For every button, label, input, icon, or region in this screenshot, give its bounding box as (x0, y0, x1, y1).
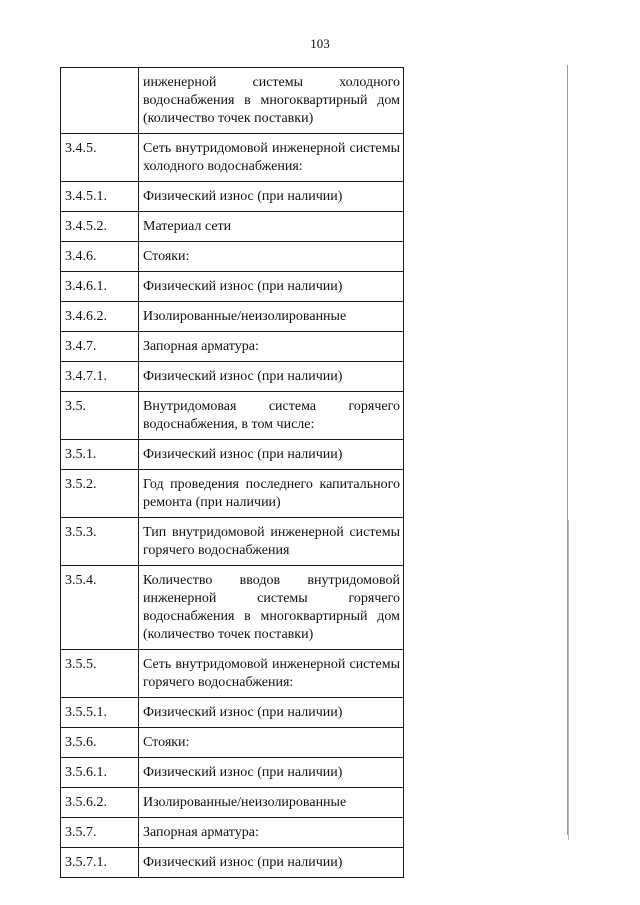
table-row (61, 212, 404, 242)
item-text: инженерной системы холодного водоснабжения в многоквартирный дом (количество точек поставки) (139, 68, 404, 134)
page-number: 103 (310, 36, 330, 51)
table-row (61, 566, 404, 650)
item-text: Физический износ (при наличии) (139, 362, 404, 392)
item-text: Физический износ (при наличии) (139, 440, 404, 470)
item-text: Физический износ (при наличии) (139, 272, 404, 302)
item-text: Запорная арматура: (139, 332, 404, 362)
item-number: 3.4.5. (61, 134, 139, 182)
item-number: 3.5.5. (61, 650, 139, 698)
table-row (61, 182, 404, 212)
table-row (61, 68, 404, 134)
item-text: Сеть внутридомовой инженерной системы горячего водоснабжения: (139, 650, 404, 698)
item-number: 3.5.1. (61, 440, 139, 470)
table-row (61, 848, 404, 878)
table-row (61, 242, 404, 272)
table-row (61, 362, 404, 392)
item-number: 3.5.4. (61, 566, 139, 650)
item-number: 3.4.6.1. (61, 272, 139, 302)
item-number: 3.5.6.1. (61, 758, 139, 788)
item-text: Изолированные/неизолированные (139, 302, 404, 332)
table-row (61, 698, 404, 728)
item-number: 3.4.6.2. (61, 302, 139, 332)
table-row (61, 788, 404, 818)
table-row (61, 818, 404, 848)
item-text: Запорная арматура: (139, 818, 404, 848)
item-number: 3.5.6. (61, 728, 139, 758)
item-number: 3.4.5.2. (61, 212, 139, 242)
item-text: Сеть внутридомовой инженерной системы холодного водоснабжения: (139, 134, 404, 182)
table-row (61, 470, 404, 518)
item-text: Изолированные/неизолированные (139, 788, 404, 818)
scan-edge-line-lower (568, 520, 569, 840)
item-text: Стояки: (139, 728, 404, 758)
item-text: Количество вводов внутридомовой инженерной системы горячего водоснабжения в многоквартирный дом (количество точек поставки) (139, 566, 404, 650)
item-text: Внутридомовая система горячего водоснабжения, в том числе: (139, 392, 404, 440)
table-row (61, 728, 404, 758)
item-number: 3.4.6. (61, 242, 139, 272)
table-row (61, 134, 404, 182)
item-number: 3.4.5.1. (61, 182, 139, 212)
item-number: 3.4.7.1. (61, 362, 139, 392)
table-row (61, 440, 404, 470)
table-row (61, 302, 404, 332)
table-row (61, 392, 404, 440)
item-text: Год проведения последнего капитального ремонта (при наличии) (139, 470, 404, 518)
table-row (61, 758, 404, 788)
item-number: 3.5. (61, 392, 139, 440)
item-text: Материал сети (139, 212, 404, 242)
item-text: Физический износ (при наличии) (139, 758, 404, 788)
table-row (61, 332, 404, 362)
item-text: Физический износ (при наличии) (139, 182, 404, 212)
item-number: 3.5.3. (61, 518, 139, 566)
item-number (61, 68, 139, 134)
table-row (61, 518, 404, 566)
item-text: Тип внутридомовой инженерной системы горячего водоснабжения (139, 518, 404, 566)
item-number: 3.5.5.1. (61, 698, 139, 728)
item-number: 3.5.2. (61, 470, 139, 518)
item-number: 3.5.7. (61, 818, 139, 848)
item-text: Стояки: (139, 242, 404, 272)
table-row (61, 272, 404, 302)
table-row (61, 650, 404, 698)
item-text: Физический износ (при наличии) (139, 698, 404, 728)
item-number: 3.5.6.2. (61, 788, 139, 818)
document-table (60, 67, 404, 878)
item-number: 3.5.7.1. (61, 848, 139, 878)
item-number: 3.4.7. (61, 332, 139, 362)
item-text: Физический износ (при наличии) (139, 848, 404, 878)
